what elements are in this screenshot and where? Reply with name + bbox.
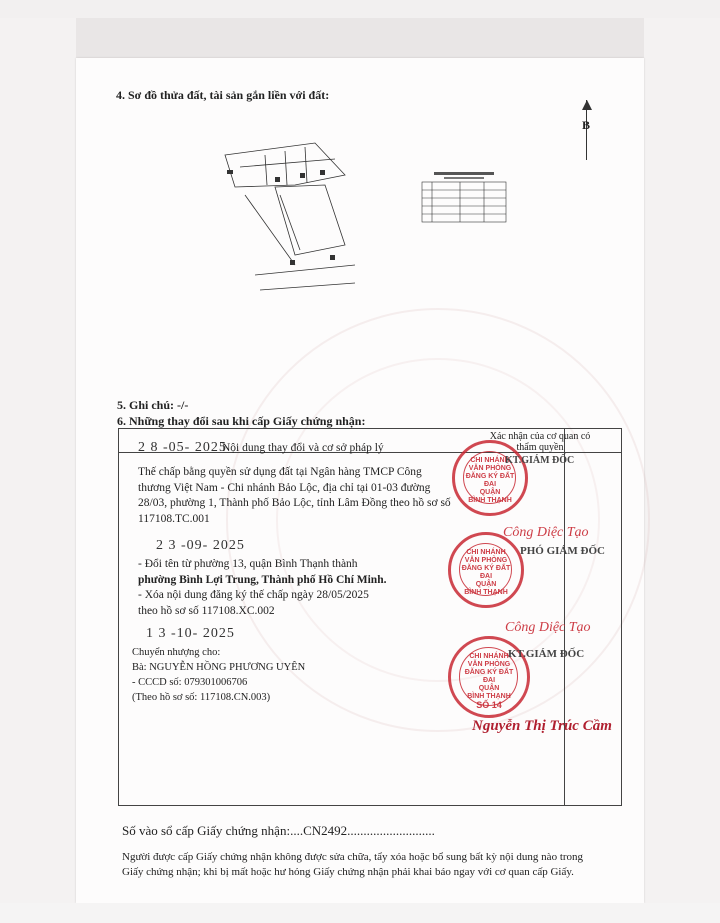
- section6-title: 6. Những thay đổi sau khi cấp Giấy chứng nhận:: [117, 414, 366, 428]
- stamp-line: CHI NHÁNH: [469, 653, 509, 660]
- north-arrow-icon: [582, 100, 592, 110]
- entry2-line: phường Bình Lợi Trung, Thành phố Hồ Chí Minh.: [138, 573, 387, 586]
- registration-dots: ...........................: [347, 823, 435, 838]
- marker: [227, 170, 233, 174]
- signer-name: Nguyễn Thị Trúc Cầm: [472, 718, 612, 734]
- stamp-line: BÌNH THẠNH: [468, 497, 512, 504]
- footer-note: [122, 850, 622, 880]
- parcel-map: [205, 115, 385, 310]
- top-band: [0, 0, 720, 18]
- footer-note-line: Người được cấp Giấy chứng nhận không được sửa chữa, tẩy xóa hoặc bổ sung bất kỳ nội dung nào trong: [122, 851, 584, 863]
- entry2-line: - Đổi tên từ phường 13, quận Bình Thạnh thành: [138, 558, 358, 570]
- stamp-line: QUẬN: [479, 489, 501, 496]
- signature-script-1: Công Diệc Tạo: [503, 525, 589, 540]
- right-margin: [644, 18, 720, 903]
- stamp-line: BÌNH THẠNH: [467, 693, 511, 700]
- authority-column-header: Xác nhận của cơ quan có thẩm quyền: [489, 431, 591, 453]
- stamp-line: ĐĂNG KÝ ĐẤT ĐAI: [461, 565, 511, 580]
- role-label-1: KT.GIÁM ĐỐC: [505, 455, 575, 466]
- stamp3-text: [461, 653, 517, 709]
- stamp-line: CHI NHÁNH: [466, 549, 506, 556]
- stamp-line: QUẬN: [478, 685, 500, 692]
- stamp-line: VĂN PHÒNG: [467, 661, 511, 668]
- coordinate-table: [420, 170, 508, 230]
- left-margin: [0, 18, 76, 903]
- entry3-date: 1 3 -10- 2025: [146, 626, 235, 641]
- registration-value: CN2492: [303, 823, 348, 838]
- entry3-line: - CCCD số: 079301006706: [132, 677, 248, 688]
- section4-title: 4. Sơ đồ thửa đất, tài sản gắn liền với đất:: [116, 88, 330, 102]
- stamp-line: ĐĂNG KÝ ĐẤT ĐAI: [464, 669, 514, 684]
- changes-column-header: Nội dung thay đổi và cơ sở pháp lý: [222, 442, 384, 454]
- parcel-main: [275, 185, 345, 255]
- entry1-line: 28/03, phường 1, Thành phố Bảo Lộc, tỉnh Lâm Đồng theo hồ sơ số: [138, 497, 451, 509]
- bottom-band: [0, 903, 720, 923]
- role-label-3: KT.GIÁM ĐỐC: [508, 648, 585, 660]
- stamp-line: QUẬN: [475, 581, 497, 588]
- entry3-line: Bà: NGUYỄN HỒNG PHƯƠNG UYÊN: [132, 662, 306, 673]
- section5-title: 5. Ghi chú: -/-: [117, 398, 189, 412]
- entry2-text: [138, 557, 458, 619]
- official-stamp-1: [452, 440, 528, 516]
- entry3-line: Chuyển nhượng cho:: [132, 647, 221, 658]
- footer-note-line: Giấy chứng nhận; khi bị mất hoặc hư hỏng Giấy chứng nhận phải khai báo ngay với cơ quan cấp Giấy.: [122, 866, 574, 878]
- parcel-divider: [240, 159, 335, 167]
- entry1-text: [138, 465, 458, 527]
- stamp2-text: [459, 549, 513, 597]
- table-column-divider: [564, 429, 565, 805]
- stamp-line: ĐĂNG KÝ ĐẤT ĐAI: [465, 473, 515, 488]
- stamp-line: VĂN PHÒNG: [464, 557, 508, 564]
- entry3-text: [132, 645, 452, 705]
- registration-label: Số vào sổ cấp Giấy chứng nhận:....: [122, 823, 304, 838]
- entry2-date: 2 3 -09- 2025: [156, 538, 245, 553]
- stamp-line: SỐ 14: [476, 700, 502, 710]
- parcel-block-upper: [225, 143, 345, 187]
- north-label: B: [582, 118, 591, 132]
- entry1-line: Thế chấp bằng quyền sử dụng đất tại Ngân hàng TMCP Công: [138, 466, 422, 478]
- official-stamp-2: [448, 532, 524, 608]
- entry3-line: (Theo hồ sơ số: 117108.CN.003): [132, 692, 271, 703]
- entry1-date: 2 8 -05- 2025: [138, 440, 227, 455]
- stamp-line: VĂN PHÒNG: [468, 465, 512, 472]
- entry2-line: theo hồ sơ số 117108.XC.002: [138, 604, 275, 617]
- entry1-line: 117108.TC.001: [138, 512, 210, 525]
- stamp-line: BÌNH THẠNH: [464, 589, 508, 596]
- role-label-2: PHÓ GIÁM ĐỐC: [520, 545, 605, 557]
- entry2-line: - Xóa nội dung đăng ký thế chấp ngày 28/05/2025: [138, 589, 369, 601]
- signature-script-2: Công Diệc Tạo: [505, 620, 591, 635]
- stamp-line: CHI NHÁNH: [470, 457, 510, 464]
- entry1-line: thương Việt Nam - Chi nhánh Bảo Lộc, địa chỉ tại 01-03 đường: [138, 481, 431, 494]
- registration-number: [122, 823, 435, 839]
